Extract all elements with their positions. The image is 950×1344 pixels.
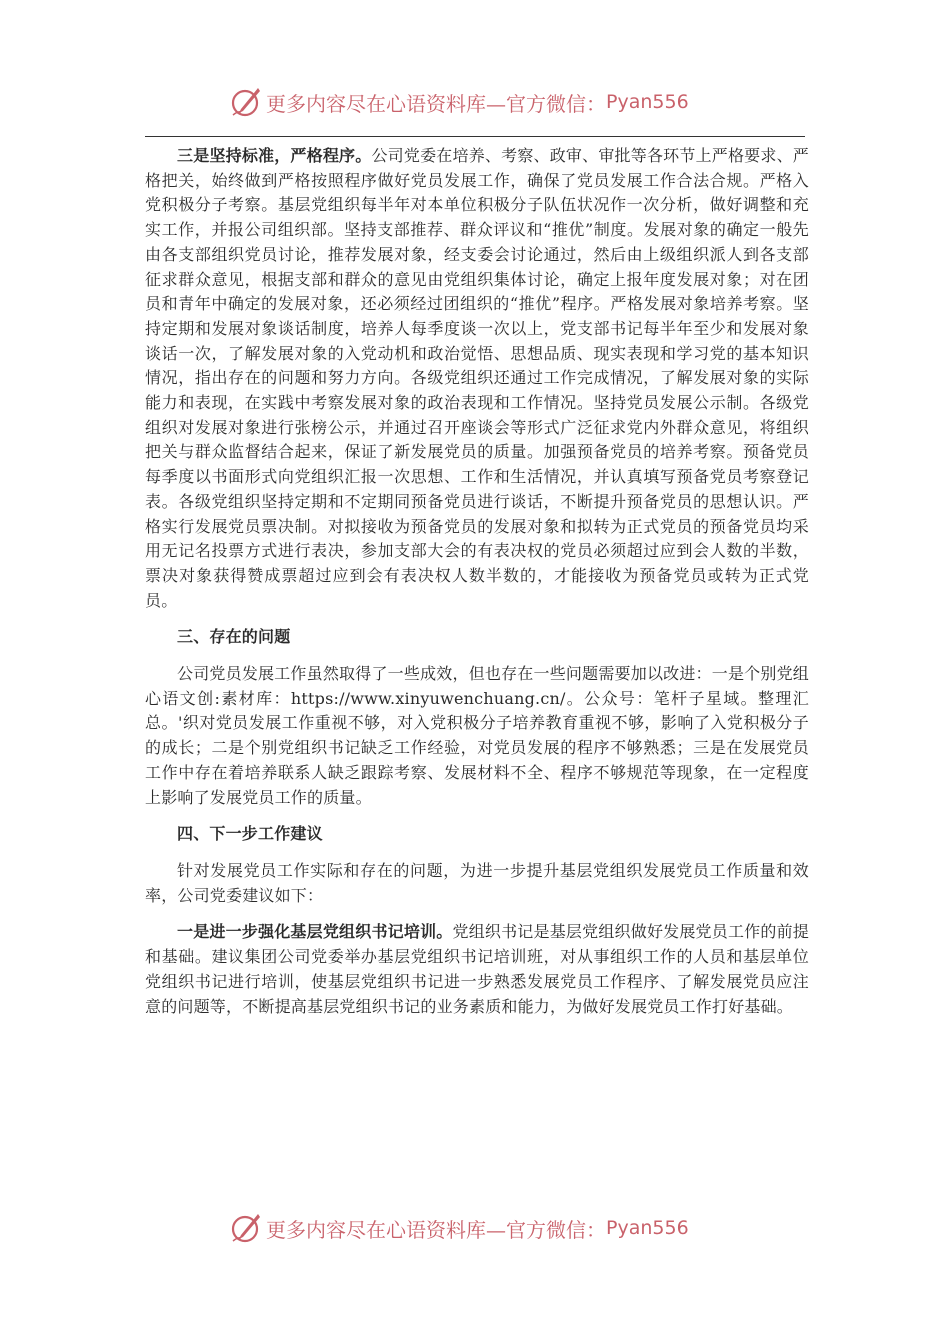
paragraph-standards (145, 144, 809, 613)
header-watermark (228, 82, 689, 122)
quill-pen-logo-icon (228, 85, 262, 119)
paragraph-lead: 三是坚持标准，严格程序。 (177, 146, 372, 165)
watermark-text: 更多内容尽在心语资料库—官方微信： (266, 91, 606, 116)
paragraph-suggestions-intro: 针对发展党员工作实际和存在的问题，为进一步提升基层党组织发展党员工作质量和效率，公司党委建议如下： (145, 860, 809, 905)
paragraph-text: 公司党委在培养、考察、政审、审批等各环节上严格要求、严格把关，始终做到严格按照程序做好党员发展工作，确保了党员发展工作合法合规。严格入党积极分子考察。基层党组织每半年对本单位积极分子队伍状况作一次分析，做好调整和充实工作，并报公司组织部。坚持支部推荐、群众评议和“推优”制度。发展对象的确定一般先由各支部组织党员讨论，推荐发展对象，经支委会讨论通过，然后由上级组织派人到各支部征求群众意见，根据支部和群众的意见由党组织集体讨论，确定上报年度发展对象；对在团员和青年中确定的发展对象，还必须经过团组织的“推优”程序。严格发展对象培养考察。坚持定期和发展对象谈话制度，培养人每季度谈一次以上，党支部书记每半年至少和发展对象谈话一次，了解发展对象的入党动机和政治觉悟、思想品质、现实表现和学习党的基本知识情况，指出存在的问题和努力方向。各级党组织还通过工作完成情况，了解发展对象的实际能力和表现，在实践中考察发展对象的政治表现和工作情况。坚持党员发展公示制。各级党组织对发展对象进行张榜公示，并通过召开座谈会等形式广泛征求党内外群众意见，将组织把关与群众监督结合起来，保证了新发展党员的质量。加强预备党员的培养考察。预备党员每季度以书面形式向党组织汇报一次思想、工作和生活情况，并认真填写预备党员考察登记表。各级党组织坚持定期和不定期同预备党员进行谈话，不断提升预备党员的思想认识。严格实行发展党员票决制。对拟接收为预备党员的发展对象和拟转为正式党员的预备党员均采用无记名投票方式进行表决，参加支部大会的有表决权的党员必须超过应到会人数的半数，票决对象获得赞成票超过应到会有表决权人数半数的，才能接收为预备党员或转为正式党员。 (145, 146, 809, 610)
paragraph-text: 党组织书记是基层党组织做好发展党员工作的前提和基础。建议集团公司党委举办基层党组织书记培训班，对从事组织工作的人员和基层单位党组织书记进行培训，使基层党组织书记进一步熟悉发展党员工作程序、了解发展党员应注意的问题等，不断提高基层党组织书记的业务素质和能力，为做好发展党员工作打好基础。 (145, 922, 809, 1016)
section-heading-suggestions: 四、下一步工作建议 (177, 824, 323, 844)
paragraph-training (145, 920, 809, 1019)
document-body (145, 144, 809, 1019)
watermark-wechat-id: Pyan556 (606, 91, 689, 113)
watermark-wechat-id: Pyan556 (606, 1217, 689, 1239)
header-divider (145, 136, 805, 137)
paragraph-problems: 公司党员发展工作虽然取得了一些成效，但也存在一些问题需要加以改进：一是个别党组心语文创:素材库：https://www.xinyuwenchuang.cn/。公众号：笔杆子星域。整理汇总。'织对党员发展工作重视不够，对入党积极分子培养教育重视不够，影响了入党积极分子的成长；二是个别党组织书记缺乏工作经验，对党员发展的程序不够熟悉；三是在发展党员工作中存在着培养联系人缺乏跟踪考察、发展材料不全、程序不够规范等现象，在一定程度上影响了发展党员工作的质量。 (145, 664, 809, 807)
quill-pen-logo-icon (228, 1211, 262, 1245)
section-heading-problems: 三、存在的问题 (177, 627, 291, 647)
watermark-text: 更多内容尽在心语资料库—官方微信： (266, 1217, 606, 1242)
paragraph-lead: 一是进一步强化基层党组织书记培训。 (177, 922, 453, 942)
footer-watermark (228, 1208, 689, 1248)
